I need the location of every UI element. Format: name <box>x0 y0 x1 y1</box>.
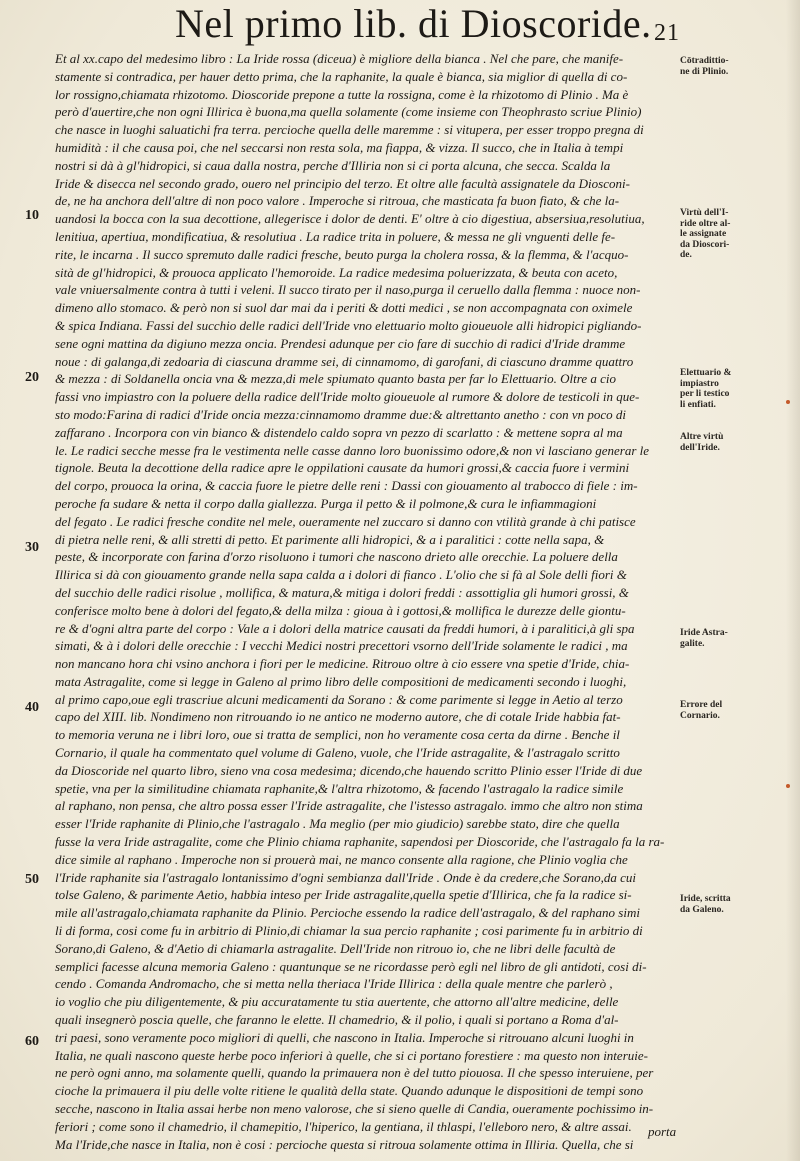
text-line: al raphano, non pensa, che altro possa esser l'Iride astragalite, che l'istesso astragalo. immo che altro non stima <box>55 798 643 814</box>
page-edge-shadow <box>786 0 800 1161</box>
text-line: & mezza : di Soldanella oncia vna & mezza,di mele spiumato quanto basta per far lo Elettuario. Oltre a cio <box>55 371 616 387</box>
text-line: Et al xx.capo del medesimo libro : La Iride rossa (diceua) è migliore della bianca . Nel che pare, che manife- <box>55 51 624 66</box>
text-line: Cornario, il quale ha commentato quel volume di Galeno, vuole, che l'Iride astragalite, & l'astragalo scritto <box>55 745 620 761</box>
text-line: esser l'Iride raphanite di Plinio,che l'astragalo . Ma meglio (per mio giudicio) sarebbe stato, dire che quella <box>55 816 620 832</box>
text-line: mata Astragalite, come si legge in Galeno al primo libro delle compositioni de medicamenti secondo i luoghi, <box>55 673 627 689</box>
text-line: sità de gl'hidropici, & prouoca applicato l'hemoroide. La radice medesima poluerizzata, & beuta con aceto, <box>55 264 618 280</box>
text-line: simati, & à i dolori delle orecchie : I vecchi Medici nostri precettori vsorno dell'Iride solamente le radici , ma <box>55 638 628 654</box>
text-line: uandosi la bocca con la sua decottione, allegerisce i dolor de denti. E' oltre à cio digestiua, absersiua,resolutiua, <box>55 211 645 227</box>
text-line: fassi vno impiastro con la poluere della radice dell'Iride molto gioueuole al rumore & dolore de testicoli in que- <box>55 389 640 405</box>
text-line: peroche fa sudare & netta il corpo dalla giallezza. Purga il petto & il polmone,& cura le infiammagioni <box>55 495 597 511</box>
text-line: stamente si contradica, per hauer detto prima, che la raphanite, la quale è bianca, sia miglior di quella di co- <box>55 68 628 84</box>
text-line: Ma l'Iride,che nasce in Italia, non è cosi : percioche questa si ritroua solamente ottima in Illiria. Quella, che si <box>55 1136 634 1152</box>
text-line: Iride & disecca nel secondo grado, ouero nel principio del terzo. Et oltre alle facultà assignatele da Diosconi- <box>55 175 630 191</box>
text-line: li di forma, cosi come fu in arbitrio di Plinio,di chiamar la sua percio raphanite ; cosi parimente fu in arbitrio di <box>55 923 643 939</box>
text-line: del succhio delle radici risolue , mollifica, & matura,& mitiga i dolori freddi : assottiglia gli humori grossi, & <box>55 584 629 600</box>
main-text-block <box>55 50 680 1152</box>
text-line: l'Iride raphanite sia l'astragalo lontanissimo d'ogni sembianza dall'Iride . Onde è da credere,che Sorano,da cui <box>55 869 637 885</box>
text-line: tolse Galeno, & parimente Aetio, habbia inteso per Iride astragalite,quella spetie d'Illirica, che fa la radice si- <box>55 887 632 903</box>
text-line: dice simile al raphano . Imperoche non si prouerà mai, ne manco consente alla ragione, che Plinio voglia che <box>55 851 628 867</box>
text-line: lor rossigno,chiamata rhizotomo. Dioscoride prepone a tutte la rossigna, come è la rhizotomo di Plinio . Ma è <box>55 86 629 102</box>
text-line: sene ogni mattina da digiuno mezza oncia. Prendesi adunque per cio fare di succhio di radici d'Iride dramme <box>55 335 626 351</box>
line-number: 50 <box>25 872 39 887</box>
text-line: del corpo, prouoca la orina, & caccia fuore le pietre delle reni : Dassi con giouamento al trabocco di fiele : im- <box>55 478 638 494</box>
ink-mark <box>786 784 790 788</box>
text-line: Sorano,di Galeno, & d'Aetio di chiamarla astragalite. Dell'Iride non ritrouo io, che ne libri delle facultà de <box>55 940 616 956</box>
text-line: cioche la primauera il piu delle volte ritiene le qualità della state. Quando adunque le dispositioni de tempi sono <box>55 1083 644 1099</box>
ink-mark <box>786 400 790 404</box>
text-line: semplici facesse alcuna memoria Galeno : quantunque se ne ricordasse però egli nel libro de gli antidoti, cosi di- <box>55 958 647 974</box>
text-line: to memoria veruna ne i libri loro, oue si tratta de semplici, non ho veramente cosa certa da dirne . Benche il <box>55 727 620 743</box>
text-line: del fegato . Le radici fresche condite nel mele, oueramente nel zuccaro si danno con vtilità grande à chi patisce <box>55 513 636 529</box>
text-line: ne però ogni anno, ma solamente quelli, quando la primauera non è del tutto piouosa. Il che spesso interuiene, per <box>55 1065 654 1081</box>
text-line: al primo capo,oue egli trascriue alcuni medicamenti da Sorano : & come parimente si legge in Aetio al terzo <box>55 691 623 707</box>
text-line: Italia, ne quali nascono queste herbe poco inferiori à quelle, che si ci portano forestiere : ma questo non interuie- <box>55 1047 648 1063</box>
text-line: tignole. Beuta la decottione della radice apre le oppilationi causate da humori grossi,& caccia fuore i vermini <box>55 460 630 476</box>
margin-note: Cōtradittio- ne di Plinio. <box>680 56 729 77</box>
line-number: 40 <box>25 700 39 715</box>
text-line: re & d'ogni altra parte del corpo : Vale a i dolori della matrice causati da freddi humori, à i paralitici,à gli spa <box>55 620 635 636</box>
text-line: capo del XIII. lib. Nondimeno non ritrouando io ne antico ne moderno autore, che di cotale Iride habbia fat- <box>55 709 621 725</box>
line-number: 60 <box>25 1034 39 1049</box>
text-line: nostri si dà à gl'hidropici, si caua dalla nostra, perche d'Illiria non si ci porta alcuna, che secca. Scalda la <box>55 157 611 173</box>
margin-note: Virtù dell'I- ride oltre al- le assignate da Dioscori- de. <box>680 208 731 260</box>
page-header <box>0 2 800 48</box>
text-line: peste, & incorporate con farina d'orzo risoluono i tumori che nascono drieto alle orecchie. La poluere della <box>55 549 618 565</box>
text-line: Illirica si dà con giouamento grande nella sapa calda a i dolori di fianco . L'olio che si fà al Sole delli fiori & <box>55 567 627 583</box>
text-line: di pietra nelle reni, & alli stretti di petto. Et parimente alli hidropici, & a i paralitici : cotte nella sapa, & <box>55 531 605 547</box>
text-line: & spica Indiana. Fassi del succhio delle radici dell'Iride vno elettuario molto gioueuole alli hidropici pigliando- <box>55 317 642 333</box>
text-line: mile all'astragalo,chiamata raphanite da Plinio. Percioche essendo la radice dell'astragalo, & del raphano simi <box>55 905 640 921</box>
text-line: conferisce molto bene à dolori del fegato,& della milza : gioua à i gottosi,& mollifica le durezze delle giontu- <box>55 602 626 618</box>
text-line: io voglio che piu diligentemente, & piu accuratamente tu stia auertente, che attorno all'altre medicine, delle <box>55 994 619 1010</box>
text-line: feriori ; come sono il chamedrio, il chamepitio, l'hiperico, la gentiana, il thlaspi, l'elleboro nero, & altre assai. <box>55 1118 632 1134</box>
text-line: zaffarano . Incorpora con vin bianco & distendelo caldo sopra vn pezzo di scarlatto : & mettene sopra al ma <box>55 424 623 440</box>
running-title: Nel primo lib. di Dioscoride. <box>175 1 652 46</box>
text-line: de, ne ha anchora dell'altre di non poco valore . Imperoche si ritroua, che masticata fa buon fiato, & che la- <box>55 193 620 209</box>
text-line: da Dioscoride nel quarto libro, sieno vna cosa medesima; dicendo,che hauendo scritto Plinio esser l'Iride di due <box>55 762 643 778</box>
text-line: spetie, vna per la similitudine chiamata raphanite,& l'altra rhizotomo, & facendo l'astragalo la radice simile <box>55 780 624 796</box>
text-line: humidità : il che causa poi, che nel seccarsi non resta sola, ma fiappa, & vizza. Il succo, che in Italia à tempi <box>55 139 624 155</box>
text-line: non mancano hora chi vsino anchora i fiori per le medicine. Ritrouo oltre à cio essere vna spetie d'Iride, chia- <box>55 656 630 672</box>
text-line: sto modo:Farina di radici d'Iride oncia mezza:cinnamomo dramme due:& altrettanto anetho : con vn poco di <box>55 406 626 422</box>
margin-note: Elettuario & impiastro per li testico li enfiati. <box>680 368 732 410</box>
margin-note: Iride, scritta da Galeno. <box>680 894 731 915</box>
catchword: porta <box>648 1124 677 1139</box>
text-line: cendo . Comanda Andromacho, che si metta nella theriaca l'Iride Illirica : della quale mentre che parlerò , <box>55 976 613 992</box>
line-number: 20 <box>25 370 39 385</box>
text-line: dimeno allo stomaco. & però non si suol dar mai da i periti & dotti medici , se non accompagnata con oximele <box>55 300 633 316</box>
text-line: fusse la vera Iride astragalite, come che Plinio chiama raphanite, sapendosi per Dioscoride, che l'astragalo fa la ra- <box>55 834 665 850</box>
text-line: però d'auertire,che non ogni Illirica è buona,ma quella solamente (come insieme con Theophrasto scriue Plinio) <box>55 104 642 120</box>
margin-note: Errore del Cornario. <box>680 700 723 721</box>
line-number: 30 <box>25 540 39 555</box>
text-line: rite, le incarna . Il succo spremuto dalle radici fresche, beuto purga la cholera rossa, & la flemma, & l'acquo- <box>55 246 629 262</box>
page-number: 21 <box>654 20 680 46</box>
line-number: 10 <box>25 208 39 223</box>
text-line: vale vniuersalmente contra à tutti i veleni. Il succo tirato per il naso,purga il ceruello dalla flemma : nuoce non- <box>55 282 641 298</box>
text-line: secche, nascono in Italia assai herbe non meno valorose, che si sieno quelle di Candia, oueramente pochissimo in- <box>55 1101 654 1117</box>
text-line: quali insegnerò poscia quelle, che faranno le elette. Il chamedrio, & il polio, i quali si portano a Roma d'al- <box>55 1012 619 1028</box>
margin-note: Altre virtù dell'Iride. <box>680 432 724 453</box>
margin-note: Iride Astra- galite. <box>680 628 728 649</box>
text-line: noue : di galanga,di zedoaria di ciascuna dramme sei, di cinnamomo, di garofani, di ciascuno dramme quattro <box>55 353 634 369</box>
text-line: lenitiua, apertiua, mondificatiua, & resolutiua . La radice trita in poluere, & messa ne gli vnguenti delle fe- <box>55 228 616 244</box>
text-line: tri paesi, sono veramente poco migliori di quelli, che nascono in Italia. Imperoche si ritrouano alcuni luoghi in <box>55 1029 634 1045</box>
text-line: le. Le radici secche messe fra le vestimenta nelle casse danno loro buonissimo odore,& non vi lasciano generar le <box>55 442 650 458</box>
text-line: che nasce in luoghi saluatichi fra terra. percioche quella delle maremme : si vitupera, per esser troppo pregna di <box>55 122 644 138</box>
